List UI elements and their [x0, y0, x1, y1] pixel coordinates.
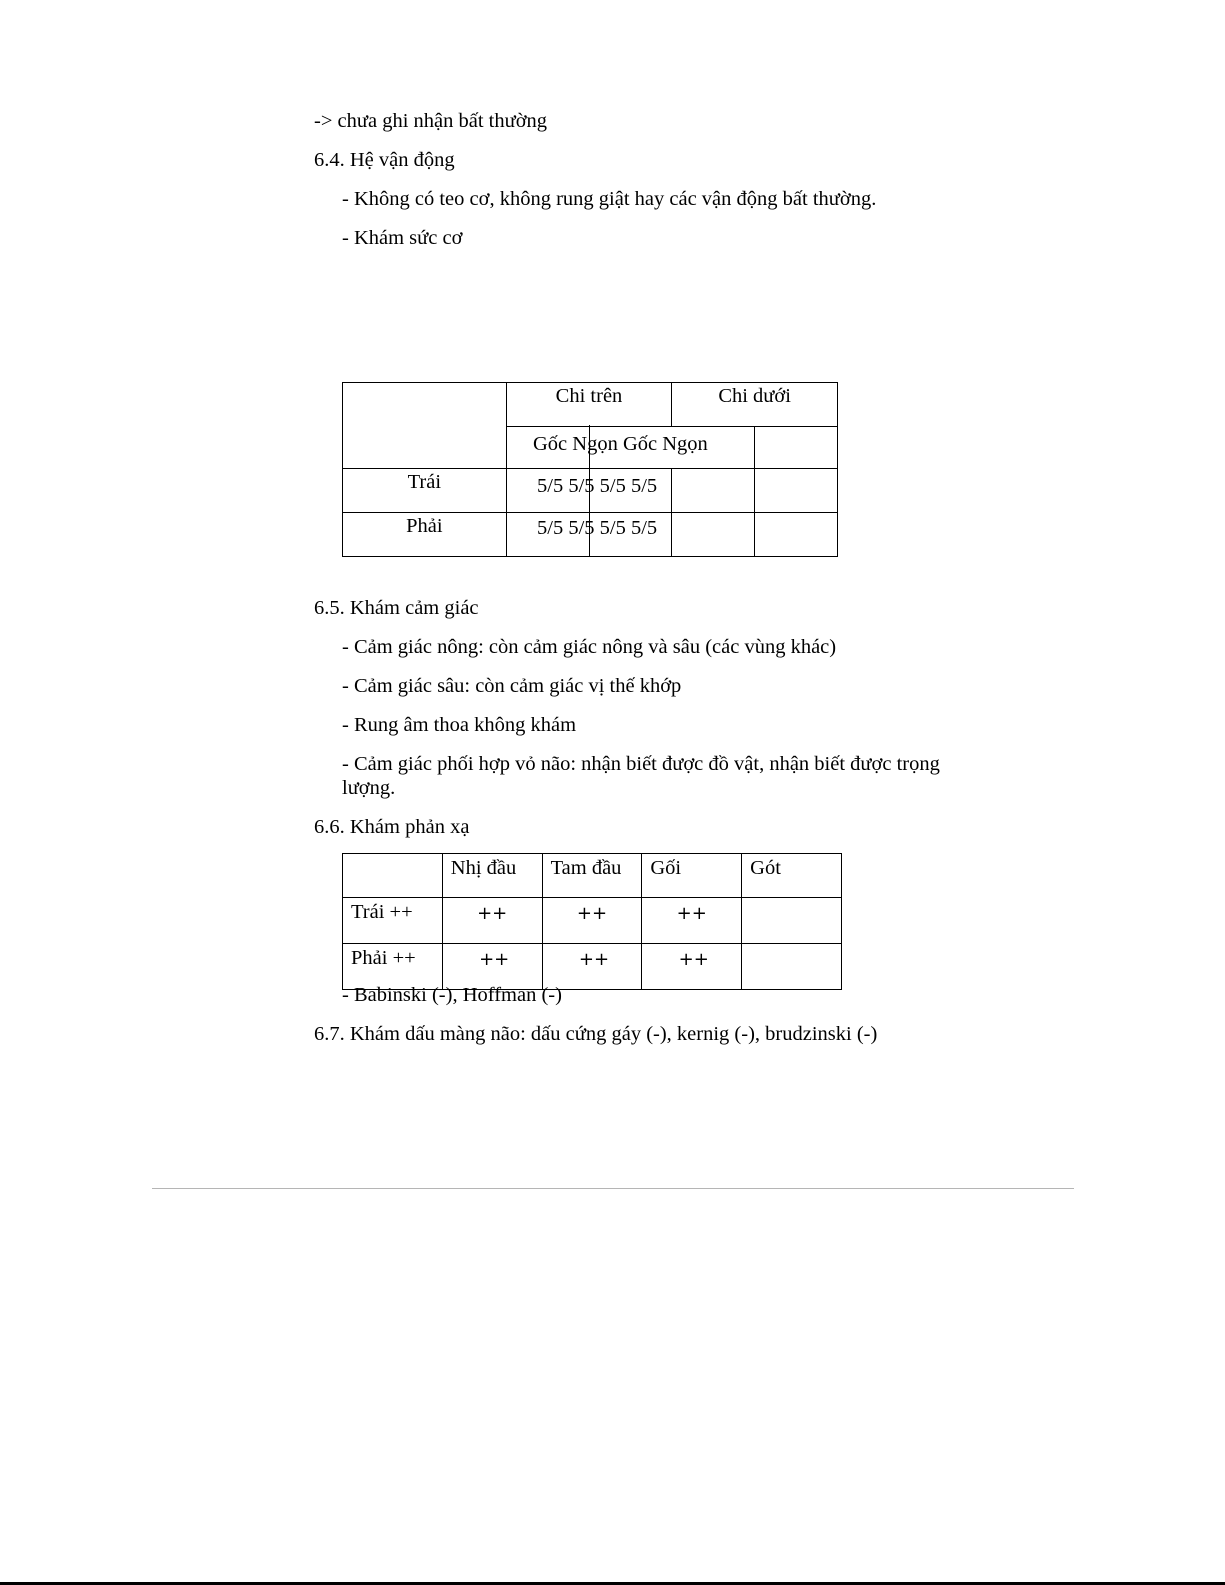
row-left-label: Trái	[343, 469, 507, 513]
header-lower-limb: Chi dưới	[672, 383, 838, 427]
reflex-right-ankle	[742, 944, 842, 990]
row-right-values: 5/5 5/5 5/5 5/5	[537, 517, 658, 539]
row-left-empty-2	[755, 469, 838, 513]
babinski-hoffman-line: - Babinski (-), Hoffman (-)	[342, 984, 562, 1006]
reflex-right-triceps: ++	[542, 944, 642, 990]
row-right-empty-2	[755, 513, 838, 557]
sensory-item-vibration: - Rung âm thoa không khám	[342, 714, 577, 736]
reflex-table	[342, 853, 842, 990]
sensory-item-deep: - Cảm giác sâu: còn cảm giác vị thế khớp	[342, 675, 682, 697]
page-divider	[152, 1188, 1074, 1189]
section-6-4-heading: 6.4. Hệ vận động	[314, 149, 455, 171]
reflex-header-biceps: Nhị đầu	[442, 854, 542, 898]
reflex-left-triceps: ++	[542, 898, 642, 944]
reflex-left-biceps: ++	[442, 898, 542, 944]
reflex-header-triceps: Tam đầu	[542, 854, 642, 898]
reflex-left-ankle	[742, 898, 842, 944]
row-left-values: 5/5 5/5 5/5 5/5	[537, 475, 658, 497]
motor-item-strength: - Khám sức cơ	[342, 227, 463, 249]
sensory-item-cortical: - Cảm giác phối hợp vỏ não: nhận biết được đồ vật, nhận biết được trọng lượng.	[342, 753, 940, 799]
section-6-7-meningeal: 6.7. Khám dấu màng não: dấu cứng gáy (-), kernig (-), brudzinski (-)	[314, 1023, 878, 1045]
strength-table-corner	[343, 383, 507, 469]
header-upper-limb: Chi trên	[506, 383, 672, 427]
row-right-label: Phải	[343, 513, 507, 557]
subheader-text: Gốc Ngọn Gốc Ngọn	[533, 433, 708, 455]
reflex-header-ankle: Gót	[742, 854, 842, 898]
row-left-empty-1	[672, 469, 755, 513]
no-abnormal-note: -> chưa ghi nhận bất thường	[314, 110, 548, 132]
reflex-right-knee: ++	[642, 944, 742, 990]
sensory-item-superficial: - Cảm giác nông: còn cảm giác nông và sâu (các vùng khác)	[342, 636, 837, 658]
section-6-5-heading: 6.5. Khám cảm giác	[314, 597, 479, 619]
reflex-row-right-label: Phải ++	[343, 944, 443, 990]
reflex-header-knee: Gối	[642, 854, 742, 898]
reflex-row-left-label: Trái ++	[343, 898, 443, 944]
subheader-empty-cell	[755, 427, 838, 469]
reflex-right-biceps: ++	[442, 944, 542, 990]
section-6-6-heading: 6.6. Khám phản xạ	[314, 816, 470, 838]
reflex-header-blank	[343, 854, 443, 898]
row-right-empty-1	[672, 513, 755, 557]
motor-item-no-atrophy: - Không có teo cơ, không rung giật hay các vận động bất thường.	[342, 188, 877, 210]
reflex-left-knee: ++	[642, 898, 742, 944]
